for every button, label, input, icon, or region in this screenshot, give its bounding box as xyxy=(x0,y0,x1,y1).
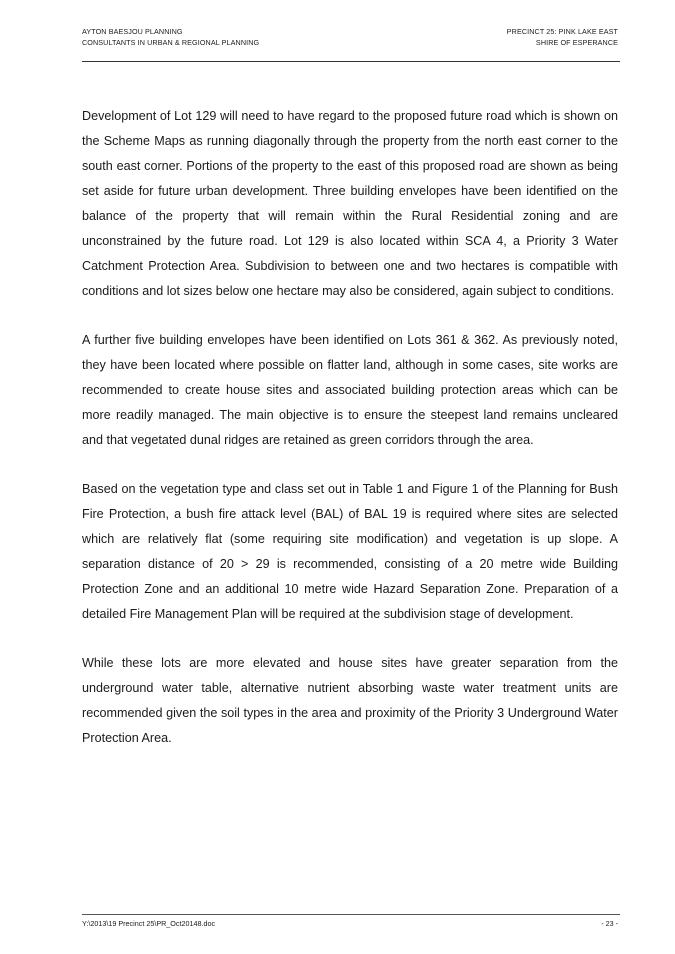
footer-page-number: - 23 - xyxy=(601,919,618,928)
body-paragraph-1: Development of Lot 129 will need to have regard to the proposed future road which is shown on the Scheme Maps as running diagonally through the property from the north east corner to the south east corner. Portions of the property to the east of this proposed road are shown as being set aside for future urban development. Three building envelopes have been identified on the balance of the property that will remain within the Rural Residential zoning and are unconstrained by the future road. Lot 129 is also located within SCA 4, a Priority 3 Water Catchment Protection Area. Subdivision to between one and two hectares is compatible with conditions and lot sizes below one hectare may also be considered, again subject to conditions. xyxy=(82,109,618,298)
page-header xyxy=(82,26,618,56)
document-body xyxy=(82,104,618,775)
body-paragraph-3: Based on the vegetation type and class set out in Table 1 and Figure 1 of the Planning for Bush Fire Protection, a bush fire attack level (BAL) of BAL 19 is required where sites are selected which are relatively flat (some requiring site modification) and vegetation is up slope. A separation distance of 20 > 29 is recommended, consisting of a 20 metre wide Building Protection Zone and an additional 10 metre wide Hazard Separation Zone. Preparation of a detailed Fire Management Plan will be required at the subdivision stage of development. xyxy=(82,482,618,621)
project-precinct: PRECINCT 25: PINK LAKE EAST xyxy=(506,27,618,36)
footer-file-path: Y:\2013\19 Precinct 25\PR_Oct20148.doc xyxy=(82,919,216,928)
project-shire: SHIRE OF ESPERANCE xyxy=(535,38,618,47)
header-project-block xyxy=(507,26,618,48)
body-paragraph-4: While these lots are more elevated and house sites have greater separation from the underground water table, alternative nutrient absorbing waste water treatment units are recommended given the soil types in the area and proximity of the Priority 3 Underground Water Protection Area. xyxy=(82,656,618,745)
firm-tagline: CONSULTANTS IN URBAN & REGIONAL PLANNING xyxy=(82,38,260,47)
header-divider xyxy=(82,61,620,62)
body-paragraph-2: A further five building envelopes have been identified on Lots 361 & 362. As previously noted, they have been located where possible on flatter land, although in some cases, site works are recommended to create house sites and associated building protection areas which can be more readily managed. The main objective is to ensure the steepest land remains uncleared and that vegetated dunal ridges are retained as green corridors through the area. xyxy=(82,333,618,447)
header-firm-block xyxy=(82,26,259,48)
footer-divider xyxy=(82,914,620,915)
firm-name: AYTON BAESJOU PLANNING xyxy=(82,27,183,36)
